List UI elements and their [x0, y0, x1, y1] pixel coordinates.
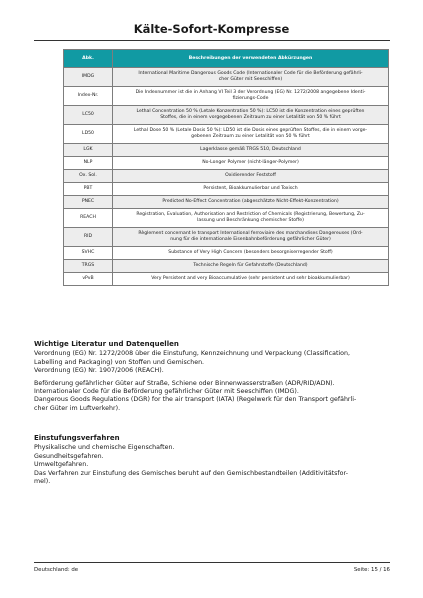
description-line: Substance of Very High Concern (besonders besorgniserregender Stoff) — [168, 250, 333, 255]
description-line: Technische Regeln für Gefahrstoffe (Deutschland) — [193, 263, 308, 268]
literature-line: cher Güter im Luftverkehr). — [34, 404, 121, 412]
header-abk: Abk. — [64, 50, 113, 68]
table-row — [64, 228, 389, 247]
abbreviation-cell: PBT — [64, 183, 113, 196]
literature-line: Beförderung gefährlicher Güter auf Straße, Schiene oder Binnenwasserstraßen (ADR/RID/ADN). — [34, 379, 335, 387]
description-line: Lethal Dose 50 % (Letale Dosis 50 %): LD50 ist die Dosis eines geprüften Stoffes, die in einem vorge- — [133, 128, 368, 133]
literature-paragraph — [34, 350, 390, 375]
description-line: Règlement concernant le transport International ferroviaire des marchandises Dangereuses (Ord- — [138, 231, 363, 236]
footer-rule — [34, 562, 390, 563]
description-cell — [113, 260, 389, 273]
table-row — [64, 106, 389, 125]
classification-section — [34, 434, 390, 486]
description-cell — [113, 106, 389, 125]
footer-page-number: Seite: 15 / 16 — [353, 567, 390, 573]
header-rule — [34, 40, 390, 41]
description-cell — [113, 68, 389, 87]
description-line: nung für die internationale Eisenbahnbeförderung gefährlicher Güter) — [170, 237, 331, 242]
page-title: Kälte-Sofort-Kompresse — [133, 22, 290, 36]
literature-section — [34, 340, 390, 417]
abbreviation-cell: Ox. Sol. — [64, 170, 113, 183]
table-row — [64, 209, 389, 228]
description-line: Oxidierender Feststoff — [225, 173, 276, 178]
description-cell — [113, 247, 389, 260]
abbreviation-cell: LGK — [64, 144, 113, 157]
classification-line: Das Verfahren zur Einstufung des Gemisches beruht auf den Gemischbestandteilen (Additivitätsfor- — [34, 469, 348, 477]
description-line: Stoffes, die in einem vorgegebenen Zeitraum zu einer Letalität von 50 % führt — [160, 115, 341, 120]
description-cell — [113, 144, 389, 157]
table-row — [64, 87, 389, 106]
description-cell — [113, 157, 389, 170]
description-line: International Maritime Dangerous Goods Code (Internationaler Code für die Beförderung gefährli- — [138, 71, 363, 76]
abbreviation-cell: RID — [64, 228, 113, 247]
description-cell — [113, 183, 389, 196]
abbreviation-cell: PNEC — [64, 196, 113, 209]
description-line: Predicted No-Effect Concentration (abgeschätzte Nicht-Effekt-Konzentration) — [162, 199, 339, 204]
classification-heading: Einstufungsverfahren — [34, 434, 120, 442]
classification-line: Gesundheitsgefahren. — [34, 452, 104, 460]
description-cell — [113, 87, 389, 106]
description-line: Registration, Evaluation, Authorisation and Restriction of Chemicals (Registrierung, Bewertung, Zu- — [136, 212, 365, 217]
table-row — [64, 157, 389, 170]
abbreviation-cell: SVHC — [64, 247, 113, 260]
literature-line: Labelling and Packaging) von Stoffen und Gemischen. — [34, 358, 205, 366]
abbreviation-cell: IMDG — [64, 68, 113, 87]
literature-line: Dangerous Goods Regulations (DGR) for the air transport (IATA) (Regelwerk für den Transport gefährli- — [34, 396, 357, 404]
abbreviation-cell: TRGS — [64, 260, 113, 273]
description-line: gebenen Zeitraum zu einer Letalität von 50 % führt — [191, 134, 310, 139]
description-cell — [113, 228, 389, 247]
literature-line: Internationaler Code für die Beförderung gefährlicher Güter mit Seeschiffen (IMDG). — [34, 388, 299, 396]
abbreviation-cell: REACH — [64, 209, 113, 228]
abbreviation-cell: vPvB — [64, 273, 113, 286]
abbreviations-table — [63, 49, 389, 286]
table-row — [64, 247, 389, 260]
table-row — [64, 260, 389, 273]
description-line: No-Longer Polymer (nicht-länger-Polymer) — [202, 160, 299, 165]
classification-line: Physikalische und chemische Eigenschaften. — [34, 444, 175, 452]
abbreviation-cell: LC50 — [64, 106, 113, 125]
table-row — [64, 273, 389, 286]
table-row — [64, 144, 389, 157]
description-cell — [113, 170, 389, 183]
description-line: cher Güter mit Seeschiffen) — [218, 77, 283, 82]
description-line: Persistent, Bioakkumulierbar und Toxisch — [203, 186, 298, 191]
table-header-row — [64, 50, 389, 68]
table-row — [64, 170, 389, 183]
description-line: Lagerklasse gemäß TRGS 510, Deutschland — [200, 147, 301, 152]
description-cell — [113, 209, 389, 228]
literature-line: Verordnung (EG) Nr. 1907/2006 (REACH). — [34, 367, 164, 375]
table-row — [64, 68, 389, 87]
description-line: lassung und Beschränkung chemischer Stoffe) — [197, 218, 304, 223]
table-row — [64, 183, 389, 196]
classification-line: mel). — [34, 478, 51, 486]
header-description: Beschreibungen der verwendeten Abkürzungen — [113, 50, 389, 68]
description-cell — [113, 125, 389, 144]
description-line: Very Persistent and very Bioaccumulative (sehr persistent und sehr bioakkumulierbar) — [151, 276, 350, 281]
literature-paragraph — [34, 380, 390, 414]
footer-country: Deutschland: de — [34, 567, 79, 573]
abbreviation-cell: LD50 — [64, 125, 113, 144]
literature-heading: Wichtige Literatur und Datenquellen — [34, 340, 179, 348]
description-line: fizierungs-Code — [232, 96, 269, 101]
description-line: Lethal Concentration 50 % (Letale Konzentration 50 %): LC50 ist die Konzentration eines geprüften — [136, 109, 365, 114]
abbreviation-cell: Index-Nr. — [64, 87, 113, 106]
description-line: Die Indexnummer ist die in Anhang VI Teil 3 der Verordnung (EG) Nr. 1272/2008 angegebene Identi- — [135, 90, 366, 95]
abbreviation-cell: NLP — [64, 157, 113, 170]
description-cell — [113, 196, 389, 209]
classification-line: Umweltgefahren. — [34, 461, 89, 469]
table-row — [64, 125, 389, 144]
table-row — [64, 196, 389, 209]
description-cell — [113, 273, 389, 286]
literature-line: Verordnung (EG) Nr. 1272/2008 über die Einstufung, Kennzeichnung und Verpackung (Classification, — [34, 350, 351, 358]
